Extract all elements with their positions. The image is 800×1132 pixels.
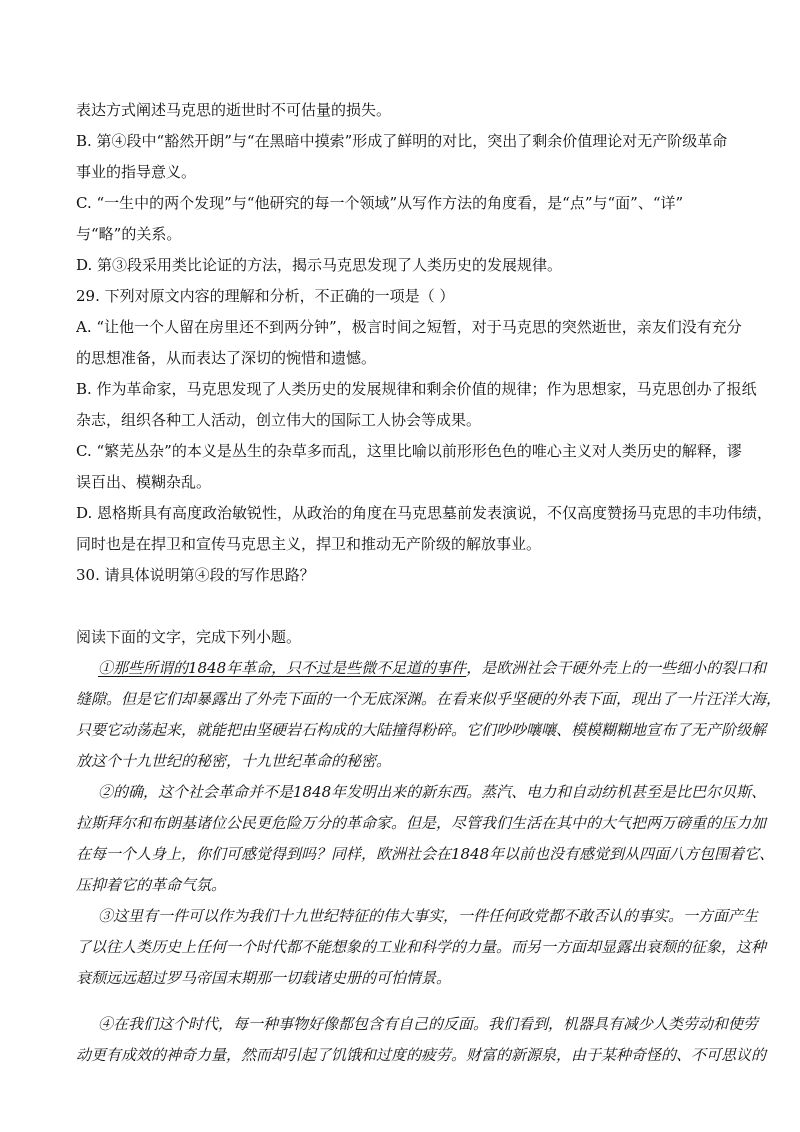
paragraph-1-line1 (98, 658, 767, 678)
paragraph-1-line4: 放这个十九世纪的秘密，十九世纪革命的秘密。 (76, 752, 392, 770)
q29-option-c-line2: 误百出、模糊杂乱。 (76, 473, 212, 491)
q29-option-b-line1: B. 作为革命家，马克思发现了人类历史的发展规律和剩余价值的规律；作为思想家，马克思创办了报纸 (76, 380, 757, 398)
q29-option-a-line1: A. “让他一个人留在房里还不到两分钟”，极言时间之短暂，对于马克思的突然逝世，亲友们没有充分 (76, 318, 742, 336)
q29-option-d-line1: D. 恩格斯具有高度政治敏锐性，从政治的角度在马克思墓前发表演说，不仅高度赞扬马克思的丰功伟绩， (76, 504, 773, 522)
paragraph-4-line1: ④在我们这个时代，每一种事物好像都包含有自己的反面。我们看到，机器具有减少人类劳动和使劳 (98, 1015, 759, 1033)
paragraph-2-line1: ②的确，这个社会革命并不是1848年发明出来的新东西。蒸汽、电力和自动纺机甚至是比巴尔贝斯、 (98, 783, 767, 801)
paragraph-2-line3: 在每一个人身上，你们可感觉得到吗？同样，欧洲社会在1848年以前也没有感觉到从四面八方包围着它、 (76, 845, 775, 863)
paragraph-1-line3: 只要它动荡起来，就能把由坚硬岩石构成的大陆撞得粉碎。它们吵吵嚷嚷、模模糊糊地宣布了无产阶级解 (76, 721, 767, 739)
q29-stem: 29. 下列对原文内容的理解和分析，不正确的一项是（ ） (76, 287, 455, 305)
q28-option-b-line2: 事业的指导意义。 (76, 163, 197, 181)
paragraph-3-line2: 了以往人类历史上任何一个时代都不能想象的工业和科学的力量。而另一方面却显露出衰颓的征象，这种 (76, 938, 767, 956)
paragraph-3-line1: ③这里有一件可以作为我们十九世纪特征的伟大事实，一件任何政党都不敢否认的事实。一方面产生 (98, 907, 759, 925)
q28-option-d: D. 第③段采用类比论证的方法，揭示马克思发现了人类历史的发展规律。 (76, 256, 563, 274)
paragraph-2-line2: 拉斯拜尔和布朗基诸位公民更危险万分的革命家。但是，尽管我们生活在其中的大气把两万磅重的压力加 (76, 814, 767, 832)
q29-option-a-line2: 的思想准备，从而表达了深切的惋惜和遗憾。 (76, 349, 377, 367)
q29-option-b-line2: 杂志，组织各种工人活动，创立伟大的国际工人协会等成果。 (76, 411, 482, 429)
q28-option-a-end: 表达方式阐述马克思的逝世时不可估量的损失。 (76, 101, 392, 119)
q29-option-c-line1: C. “繁芜丛杂”的本义是丛生的杂草多而乱，这里比喻以前形形色色的唯心主义对人类历史的解释，谬 (76, 442, 742, 460)
paragraph-2-line4: 压抑着它的革命气氛。 (76, 876, 227, 894)
q29-option-d-line2: 同时也是在捍卫和宣传马克思主义，捍卫和推动无产阶级的解放事业。 (76, 535, 542, 553)
paragraph-4-line2: 动更有成效的神奇力量，然而却引起了饥饿和过度的疲劳。财富的新源泉，由于某种奇怪的、不可思议的 (76, 1046, 767, 1064)
paragraph-3-line3: 衰颓远远超过罗马帝国末期那一切载诸史册的可怕情景。 (76, 969, 452, 987)
q28-option-c-line1: C. “一生中的两个发现”与“他研究的每一个领域”从写作方法的角度看，是“点”与“面”、“详” (76, 194, 684, 212)
q30-stem: 30. 请具体说明第④段的写作思路？ (76, 566, 315, 584)
q28-option-b-line1: B. 第④段中“豁然开朗”与“在黑暗中摸索”形成了鲜明的对比，突出了剩余价值理论对无产阶级革命 (76, 132, 728, 150)
q28-option-c-line2: 与“略”的关系。 (76, 225, 182, 243)
reading-intro: 阅读下面的文字，完成下列小题。 (76, 628, 302, 646)
paragraph-1-line1-rest: ，是欧洲社会干硬外壳上的一些细小的裂口和 (466, 659, 767, 677)
paragraph-1-line2: 缝隙。但是它们却暴露出了外壳下面的一个无底深渊。在看来似乎坚硬的外表下面，现出了一片汪洋大海， (76, 690, 782, 708)
paragraph-1-underlined-phrase: ①那些所谓的1848年革命，只不过是些微不足道的事件 (98, 659, 467, 677)
